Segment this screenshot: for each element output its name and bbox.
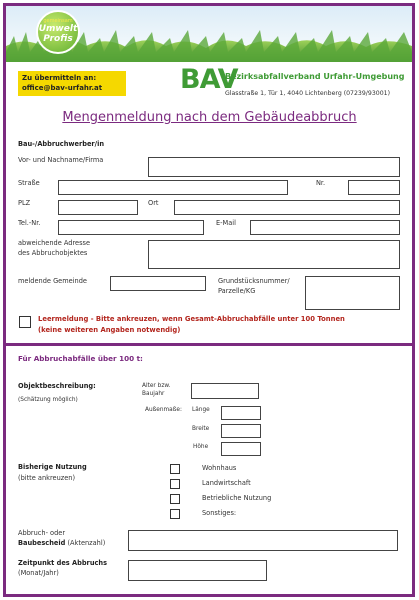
org-name: Bezirksabfallverband Urfahr-Umgebung [225,72,405,81]
empty-report-checkbox[interactable] [19,316,31,328]
usage-label: Bisherige Nutzung [18,463,87,471]
parcel-label-line2: Parzelle/KG [218,286,256,295]
applicant-heading: Bau-/Abbruchwerber/in [18,140,105,148]
permit-label-note: (Aktenzahl) [67,538,106,547]
alt-address-label-line1: abweichende Adresse [18,239,91,247]
large-waste-heading: Für Abbruchabfälle über 100 t: [18,354,143,363]
house-number-field[interactable] [348,180,400,195]
permit-label-line2 [18,540,105,548]
phone-label: Tel.-Nr. [18,219,41,227]
logo-line-1: Umwelt [38,24,78,34]
demolition-date-field[interactable] [128,560,267,581]
send-to-email: office@bav-urfahr.at [22,84,103,92]
age-label [142,383,170,398]
name-field[interactable] [148,157,400,177]
demolition-date-label-line1: Zeitpunkt des Abbruchs [18,559,108,567]
page-title: Mengenmeldung nach dem Gebäudeabbruch [62,110,357,125]
phone-field[interactable] [58,220,204,235]
send-to-label: Zu übermitteln an: [22,74,97,82]
usage-option-commercial: Betriebliche Nutzung [202,494,272,502]
usage-option-residential: Wohnhaus [202,464,237,472]
empty-report-text: Leermeldung - Bitte ankreuzen, wenn Gesamt-Abbruchabfälle unter 100 Tonnen [38,315,345,323]
plz-field[interactable] [58,200,138,215]
usage-checkbox-other[interactable] [170,509,180,519]
age-field[interactable] [191,383,259,399]
section-divider [3,343,415,346]
permit-label-bold: Baubescheid [18,538,66,547]
logo-small-text: gemeinsam [43,18,73,24]
street-field[interactable] [58,180,288,195]
parcel-label [218,278,290,296]
house-number-label: Nr. [316,179,326,187]
city-field[interactable] [174,200,400,215]
object-description-note: (Schätzung möglich) [18,397,78,403]
length-field[interactable] [221,406,261,420]
municipality-field[interactable] [110,276,206,291]
usage-option-agriculture: Landwirtschaft [202,479,251,487]
email-field[interactable] [250,220,400,235]
bav-brand-mark: BAV [180,64,238,95]
city-label: Ort [148,199,159,207]
permit-field[interactable] [128,530,398,551]
street-label: Straße [18,179,40,187]
demolition-date-label-line2: (Monat/Jahr) [18,568,59,577]
width-label: Breite [192,426,210,432]
email-label: E-Mail [216,219,236,227]
parcel-field[interactable] [305,276,400,310]
parcel-label-line1: Grundstücksnummer/ [218,277,290,285]
age-label-line2: Baujahr [142,390,165,397]
length-label: Länge [192,407,210,413]
height-label: Höhe [193,444,209,450]
age-label-line1: Alter bzw. [142,383,171,389]
umweltprofis-logo [36,10,80,54]
width-field[interactable] [221,424,261,438]
height-field[interactable] [221,442,261,456]
alt-address-label-line2: des Abbruchobjektes [18,248,88,257]
empty-report-note: (keine weiteren Angaben notwendig) [38,326,181,334]
demolition-date-label [18,560,107,578]
usage-option-other: Sonstiges: [202,509,237,517]
name-label: Vor- und Nachname/Firma [18,156,104,164]
usage-checkbox-residential[interactable] [170,464,180,474]
object-description-label: Objektbeschreibung: [18,382,96,390]
usage-checkbox-commercial[interactable] [170,494,180,504]
permit-label-line1: Abbruch- oder [18,529,66,537]
permit-label [18,530,105,548]
alt-address-label [18,240,90,258]
municipality-label: meldende Gemeinde [18,277,87,285]
org-address: Glasstraße 1, Tür 1, 4040 Lichtenberg (07239/93001) [225,90,390,97]
logo-line-2: Profis [43,34,73,44]
alt-address-field[interactable] [148,240,400,269]
usage-checkbox-agriculture[interactable] [170,479,180,489]
header-banner [6,6,412,62]
send-to-note [18,71,126,96]
dimensions-label: Außenmaße: [145,407,182,413]
plz-label: PLZ [18,199,31,207]
usage-note: (bitte ankreuzen) [18,474,76,482]
